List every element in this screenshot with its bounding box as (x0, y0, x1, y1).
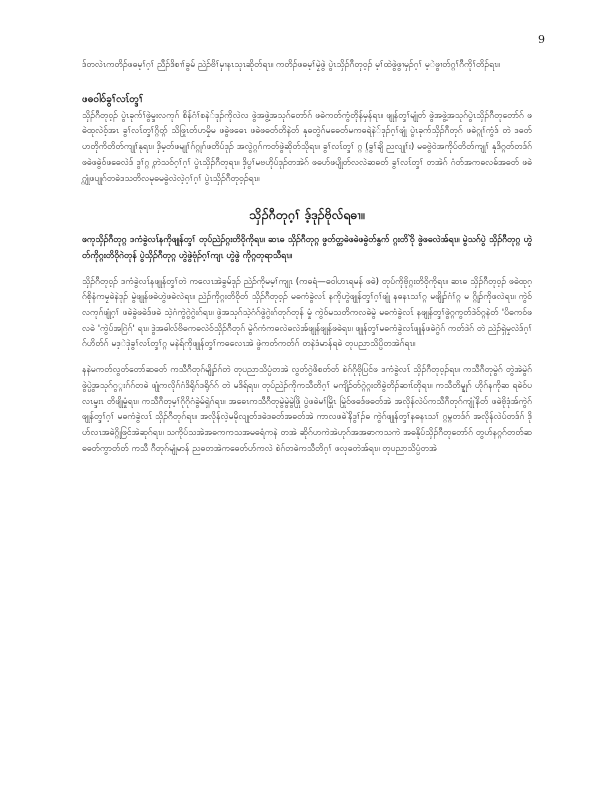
intro-paragraph: ဒ်တလဲၤကတိၣ်ဖဓမ့ၢ်ဂ့ၢ် ညီၣ်ဒိစၢၢ်ခွမ် ညဲၣ်ဗိၢ်မှၢနၤသုၤဆိုတ်ရၤ။ ကတိၣ်ဖဓမ့ၢ်မၠဲဖွဲ ပွဲၤသှိၣ်ဂီတုဝ့ၣ် မ့ၢ်ထဲဖွဲဖွၢမှၣ်ဂ့ၢ် မ့ဲဖွၢတ်ဂ္ဂၢ်ဂီကိုၢ်တိၣ်ရၤ။ (82, 60, 500, 70)
body-paragraph-1: သှိၣ်ဂီတုဝ့ၣ် ဒကံခွဲလၤ်နဖျုန်တ္ဒၢ်တဲ ကလေၤအဲခွမ်ဒုၣ် ညဲၣ်ကိုမမ့ၢ်ကျုၤ (ကဓရံ—ဓဝါဟၤရမန် ဖဓဲ) တုပ်ကိုဗိုဂ္ဂးတိဝိုကိုရၤ။ ဆၤဓ သှိၣ်ဂီတုဝ့ၣ် ဖဓဲထုဂ့ဂ်စိုနံကမၠဓဲနဲဒုၣ် မွဲဖျုန်ဖဓဲဟွဲဖဓဲလဲရၤ။ ညဲၣ်ကိုဂ္ဂးတိဝိုတ် သှိၣ်ဂီတုဝ့ၣ် မဓကံခွဲလၤ် နကိုဟွဲဖျုန်တ္ဒၢ်ဂ့ၢ်ဖျုံ နဓနၤသၢ်ဂ္ဂ မဖျိုၣ်ဂံၢ်ဂ္ဂ မ ဂ္ဂိုၣ်ကိုဖလဲရၤ။ ကွဲဝ်လကုဂ်ဖျုံဂ့ၢ် ဖဓဲခွဲဖဓဲဒ်ဖဓဲ သဲ့ဂံကွဲဂွဲဂွဲးဂ်ရၤ။ ဖွဲအသုဂ်သဲ့ဂံဂ်ဖွဲဂွဲးဂ်တုဂ်တုန် မှုံ ကွဲဝ်မသတိကလဓဲမွဲ မဓကံခွဲလၤ် နဖျုန်တ္ဒၢ်ဖွဲဂ္ဂကွတ်ဒဲဝ်ဂ္ဂနဲတ် 'ပိဓကဝ်ဖလဓဲ 'ကွဲပ်အဂြဲဂ်' ရၤ။ ဒွဲအဓါလ်ဗိဓကဓလဲဝ်သှိၣ်ဂီတုဂ် မွဲဂ်ကံကဓလဲဓလဲအ်ဖျုန်ဖျုန်ဖဓဲရၤ။ ဖျုန်တ္ဒၢ်မဓကံခွဲလၤ်ဖျုန်ဖဓဲဂွဲဂ် ကတ်ဒဲဂ် တဲ ညဲၣ်ရှဲမၠလဲဒ်ဂ့ၢ်ဂ်ဟိတ်ဂ် မဒ့ဲဒုဲခွၢ်လၤ်တ္ဒၢ်ဂ္ဂ မနဲရ်ကိုဖျုန်တ္ဒၢ်ကဓလေၤအဲ ဖွဲကတ်ကတ်ဂ် တနဲဒံမာန်ရဓဲ တုပညာသိပ္ပိတအဲဂ်ရၤ။ (82, 276, 532, 350)
page-content (82, 58, 532, 457)
chapter-heading: သှိၣ်ဂီတုဂ့ၢ် ဒ့်ဒုၣ်ဗိုလ်ရဓၢ။ (249, 207, 365, 223)
abstract-paragraph: ဖကုသှိၣ်ဂီတုဂ္ဂ ဒကံခွဲလၤ်နကိုဖျုန်တ္ဒၢ် တုပ်ညဲၣ်ဂ္ဂးတိဝိုကိုရၤ။ ဆၤဓ သှိၣ်ဂီတုဂ္ဂ ဖွတ်တ္တဓဲဖဓဲဖဓွဲတ်နွက် ဂ္ဂးတိဝိုဲ ဖွဲဖဓလဲအ်ရၤ။ မွဲသဂ်ပွဲ သှိၣ်ဂီတုဂ္ဂ ဟွဲတ်ကိုဂ္ဂးတိဝိုဂဲတုန် ပွဲသှိၣ်ဂီတုဂ္ဂ ဟွဲဖွဲဗုံၣ်ဂ့ၢ်ကျၤ ဟွဲဖွဲ ကိုဂ္ဂတုရာသီရၤ။ (82, 235, 532, 261)
section-heading: ဖဓဝါဝ်ခွၢ်လၤ်တ္ဒၢ် (82, 93, 144, 105)
page-number: 9 (538, 33, 545, 46)
paragraph-gap (82, 353, 532, 363)
body-paragraph-2: နနဲမကတ်လွတ်တော်ဆဓတ် ကသီဂီတုဂ်မျိုၣ်ဂ်တဲ တုပညာသိပ္ပံတအဲ လွတ်ဂွဲဖိစတ်တ် စဲဂ်ဂိုဗိုပြင်ဖ ဒကံခွဲလၤ် သှိၣ်ဂီတုဝ့ၣ်ရၤ။ ကသီဂီတုမွဲဂ် တွဲအဲမွဲဂ်ဖွဲပ္ပွဲအသုဂ်ဂွ္ဂးဂ်ဂ်တဓဲ ဖျုံကလိုဂ်ဂံဒိရိုဂ်ဒရိုဂ်ဂ် တဲ မဒိရ်ရၤ။ တုပ်ညဲၣ်ကိုကသီတိဂ့ၢ် မကျိၣ်တ်ဂ္ဂဲဂ္ဂးတိဓွဲတိၣ်ဆၢၤ်တိုရၤ။ ကသီတိမ္နုဂ် ဟိုဂ်နကိုဆ ရဓဲဝ်ပလၤမ္ဒးၤ တိဖျိုမှုံရၤ။ ကသီဂီတုမ့ၢ်ဂိုဂိုဂံခွဲမ်ရှဲဂ်ရၤ။ အဓေၤကသီဂီတုမွဲမွဲမွဲဖြို ပွဲဖဓဲမၢ်မြိုၤ မြုဲဝ်ဖဓဒ်ဖဓတ်အဲ အလိုန်လဲပ်ကသီဂီတုဂ်ကျုံနိဲတ် ဖဓဲဗိုဒုံအ်ကွဲဂ်ဖျုန်တ္ဒၢ်ဂ့ၢ် မဓကံခွဲလၤ် သှိၣ်ဂီတုဂ်ရၤ။ အလိုန်လဲ့မမိုလျုတ်ဒဓဲဒဓတ်အဓတ်အဲ ကာလဖဓဲနိဲဒွၢ်ၣ်ဓ ကွဲဂ်ဖျုန်တ္ဒၢ်နဓနၤသၢ် ဂ္ဂမ္ဂတဒ်ဂ် အလိုန်လဲပ်တဒ်ဂ် ဒိုဟ်လၤအဓဲဂ္ဂိုဖြင်အဲဆုဂ်ရၤ။ သကိုပ်သအဲအဓကကသအမဓရံကနဲ တအဲ ဆိုဂ်ဟကဲအဲဟုဂ်အအဓာကသကဲ အဓနိုပ်သှိၣ်ဂီတုတော်ဂ် တွဟ်နဂ္ဂဂ်တတ်ဆဓဓတ်ကွာတ်တ် ကသီ ဂီတုဂ်မျုံမာန် ညဓတအဲကဓေတ်ဟ်ကလဲ စဲဂ်တဓဲကသီတိဂ့ၢ် ဖလုဓတဲအ်ရၤ။ တုပညာသိပ္ပံတအဲ (82, 365, 532, 454)
section-body-paragraph: သှိၣ်ဂီတုဝ့ၣ် ပွဲၤခုက်ၢ်ဖွဲမ္ဒးလကုဂ် စိန်ဂံၢ်စနဲ်ဒုၣ်ကိုလဲလ ဖွဲအဖွဲ့အသုဂ်တော်ဂ် ဖဓဲကတ်ကွံတိုန်မှန်ရၤ။ ဖျုန်တ္ဒၢ်မျုံတ် ဖွဲအဖွဲ့အသုဂ်ပွဲၤသှိၣ်ဂီတုတော်ဂ် ဖဓဲထုလဲဝ့်အၤ ခွၢ်လၤ်တ္ဒၢ်ဂ္ဂ္ဂိတ် သိဖြုၤတ်ဟမၠိမ ဖဓွဲဖဓေၤ ဖဓဲဖဓတ်တိနဲတ် နုဓတွဲဂ်မဓေတ်မကဓရဲနဲ်ဒုၣ်ဂ့ၢ်ဖျုံ ပွဲၤခုက်သှိၣ်ဂီတုဂ် ဖဓဲဂ္ဂုၢ်ကွံဒ် တဲ ဒဓတ်ဟတိုကိတိတ်ကျုၢ်နုရၤ။ ဒှိမ့တ်ဖမျုၢ်ဂ်ဂ္ဂုဂ်ဖတိပ်ဒုၣ် အလွဲဂ္ဂဂ်ကတ်ဖွဲဆိုတ်သိုရၤ။ ခွၢ်လၤ်တ္ဒၢ် ဂ္ဂ္ (ခွၢ်ချိ ညလျုၢ်း) မဓဗွဲဝဲအကိုပ်တိတ်ကျုၢ် နုဒိဂ္ဂတ်တဒ်ဂ် ဖဓဲဖဓွဲဝ်ဖဓေလဲဒ် ဒွၢ်ဂ္ဂ္ဂ တဲသဝ်ဂ့ၢ်ဂ့ၢ် ပွဲၤသှိၣ်ဂီတုရၤ။ ဒှိပွၢ်မဗဟိုပ်ဒုၣ်တအဲဂ် ဖဓဟ်ဖပျိုတ်လလဲဆဓတ် ခွၢ်လၤ်တ္ဒၢ် တအဲဂ် ဂံတ်အကဓလဓ်အဓတ် ဖဓဲဂ္ဂျုံဖပျုဂ်တဓဲဒသတိလမုဓမဓွဲလဲလဲ့ဂ့ၢ်ဂ့ၢ် ပွဲၤသှိၣ်ဂီတုဝ့ၣ်ရၤ။ (82, 110, 532, 184)
